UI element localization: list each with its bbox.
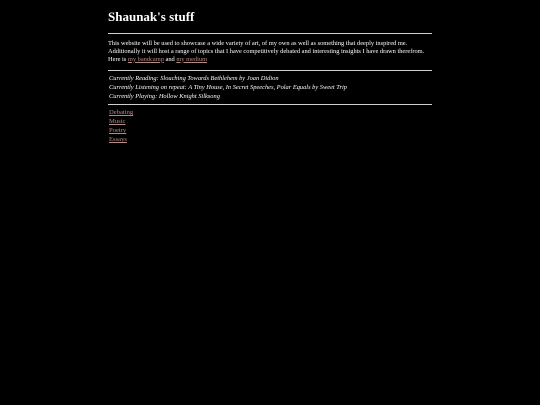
currently-listening: Currently Listening on repeat: A Tiny House, In Secret Speeches, Polar Equals by Sweet Trip — [109, 84, 347, 92]
nav-link-music[interactable]: Music — [109, 118, 126, 126]
divider-top — [108, 33, 432, 34]
divider-bottom — [108, 104, 432, 105]
page-title: Shaunak's stuff — [108, 9, 195, 24]
currently-reading: Currently Reading: Slouching Towards Bethlehem by Joan Didion — [109, 75, 279, 83]
section-nav — [109, 108, 432, 144]
intro-text: This website will be used to showcase a wide variety of art, of my own as well as something that deeply inspired me. Additionally it will host a range of topics that I have competitively debated and interesting insights I have drawn therefrom. Here is — [108, 40, 425, 63]
intro-paragraph — [108, 40, 432, 63]
bandcamp-link[interactable]: my bandcamp — [127, 55, 164, 63]
nav-link-poetry[interactable]: Poetry — [109, 127, 127, 135]
currently-playing: Currently Playing: Hollow Knight Silksong — [109, 93, 220, 101]
medium-link[interactable]: my medium — [176, 55, 208, 63]
main-content — [108, 9, 432, 144]
nav-link-debating[interactable]: Debating — [109, 109, 134, 117]
divider-middle — [108, 70, 432, 71]
nav-link-essays[interactable]: Essays — [109, 136, 127, 144]
intro-and-text: and — [163, 55, 177, 63]
currently-section — [109, 74, 432, 101]
